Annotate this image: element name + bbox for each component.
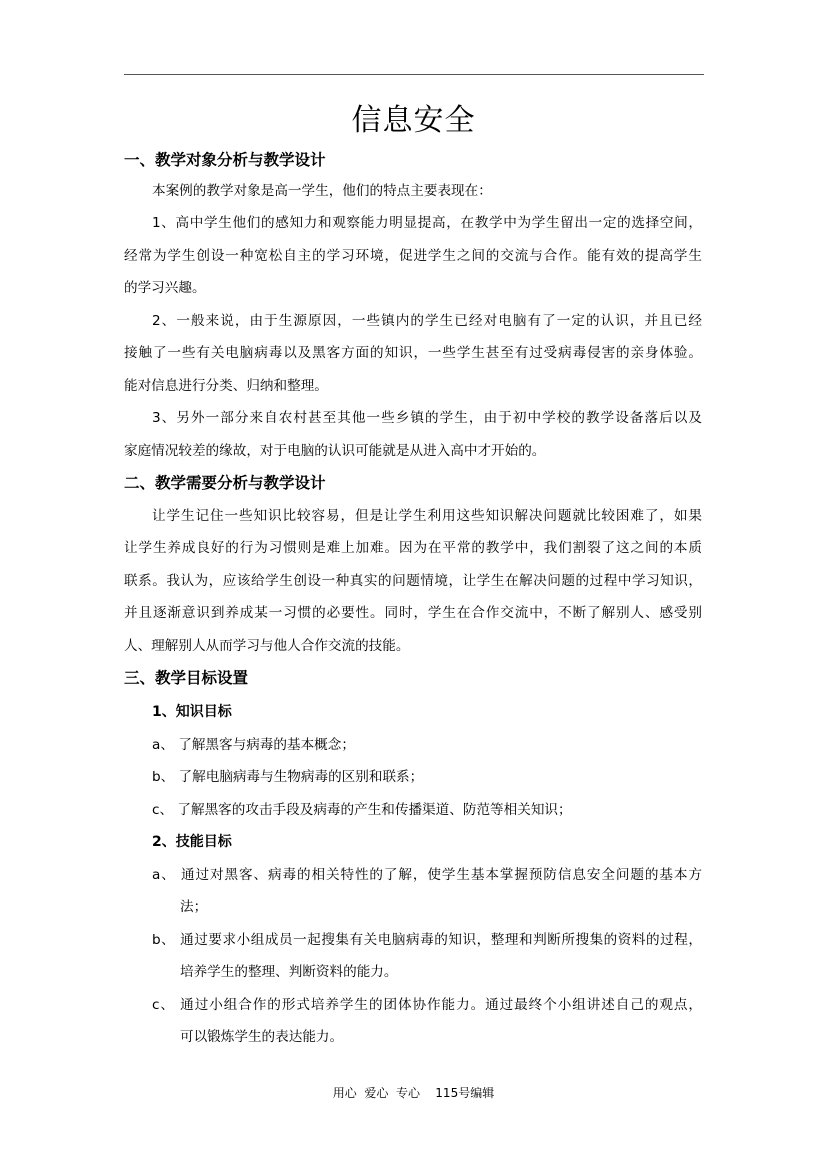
section-2-p1-line-1: 让学生记住一些知识比较容易，但是让学生利用这些知识解决问题就比较困难了，如果 [152, 508, 702, 524]
subheading-skills: 2、技能目标 [152, 834, 232, 850]
section-1-p3-line-2: 家庭情况较差的缘故，对于电脑的认识可能就是从进入高中才开始的。 [124, 443, 546, 459]
knowledge-item-a: a、 了解黑客与病毒的基本概念； [152, 737, 355, 753]
section-2-p1-line-2: 让学生养成良好的行为习惯则是难上加难。因为在平常的教学中，我们割裂了这之间的本质 [124, 540, 702, 556]
header-rule [124, 74, 704, 75]
skills-item-c-line-2: 可以锻炼学生的表达能力。 [180, 1029, 344, 1045]
knowledge-item-c: c、 了解黑客的攻击手段及病毒的产生和传播渠道、防范等相关知识； [152, 802, 572, 818]
knowledge-item-b: b、 了解电脑病毒与生物病毒的区别和联系； [152, 769, 424, 785]
section-1-p2-line-1: 2、一般来说，由于生源原因，一些镇内的学生已经对电脑有了一定的认识，并且已经 [152, 313, 702, 329]
section-1-p2-line-3: 能对信息进行分类、归纳和整理。 [124, 378, 328, 394]
section-1-p2-line-2: 接触了一些有关电脑病毒以及黑客方面的知识，一些学生甚至有过受病毒侵害的亲身体验。 [124, 345, 702, 361]
skills-item-b-line-1: b、 通过要求小组成员一起搜集有关电脑病毒的知识，整理和判断所搜集的资料的过程， [152, 932, 702, 948]
section-heading-3: 三、教学目标设置 [124, 669, 249, 687]
section-1-p3-line-1: 3、另外一部分来自农村甚至其他一些乡镇的学生，由于初中学校的教学设备落后以及 [152, 410, 702, 426]
section-1-p1-line-3: 的学习兴趣。 [124, 280, 206, 296]
section-1-p1-line-1: 1、高中学生他们的感知力和观察能力明显提高，在教学中为学生留出一定的选择空间， [152, 215, 702, 231]
skills-item-b-line-2: 培养学生的整理、判断资料的能力。 [180, 964, 398, 980]
section-1-intro: 本案例的教学对象是高一学生，他们的特点主要表现在： [152, 183, 492, 199]
section-heading-1: 一、教学对象分析与教学设计 [124, 151, 326, 169]
skills-item-a-line-1: a、 通过对黑客、病毒的相关特性的了解，使学生基本掌握预防信息安全问题的基本方 [152, 867, 702, 883]
page-title: 信息安全 [351, 103, 476, 138]
skills-item-a-line-2: 法； [180, 899, 208, 915]
skills-item-c-line-1: c、 通过小组合作的形式培养学生的团体协作能力。通过最终个小组讲述自己的观点， [152, 997, 702, 1013]
subheading-knowledge: 1、知识目标 [152, 704, 232, 720]
section-2-p1-line-5: 人、理解别人从而学习与他人合作交流的技能。 [124, 638, 410, 654]
page-footer: 用心 爱心 专心 115号编辑 [332, 1086, 495, 1100]
section-heading-2: 二、教学需要分析与教学设计 [124, 474, 326, 492]
section-2-p1-line-4: 并且逐渐意识到养成某一习惯的必要性。同时，学生在合作交流中，不断了解别人、感受别 [124, 605, 702, 621]
section-2-p1-line-3: 联系。我认为，应该给学生创设一种真实的问题情境，让学生在解决问题的过程中学习知识， [124, 573, 702, 589]
section-1-p1-line-2: 经常为学生创设一种宽松自主的学习环境，促进学生之间的交流与合作。能有效的提高学生 [124, 248, 702, 264]
